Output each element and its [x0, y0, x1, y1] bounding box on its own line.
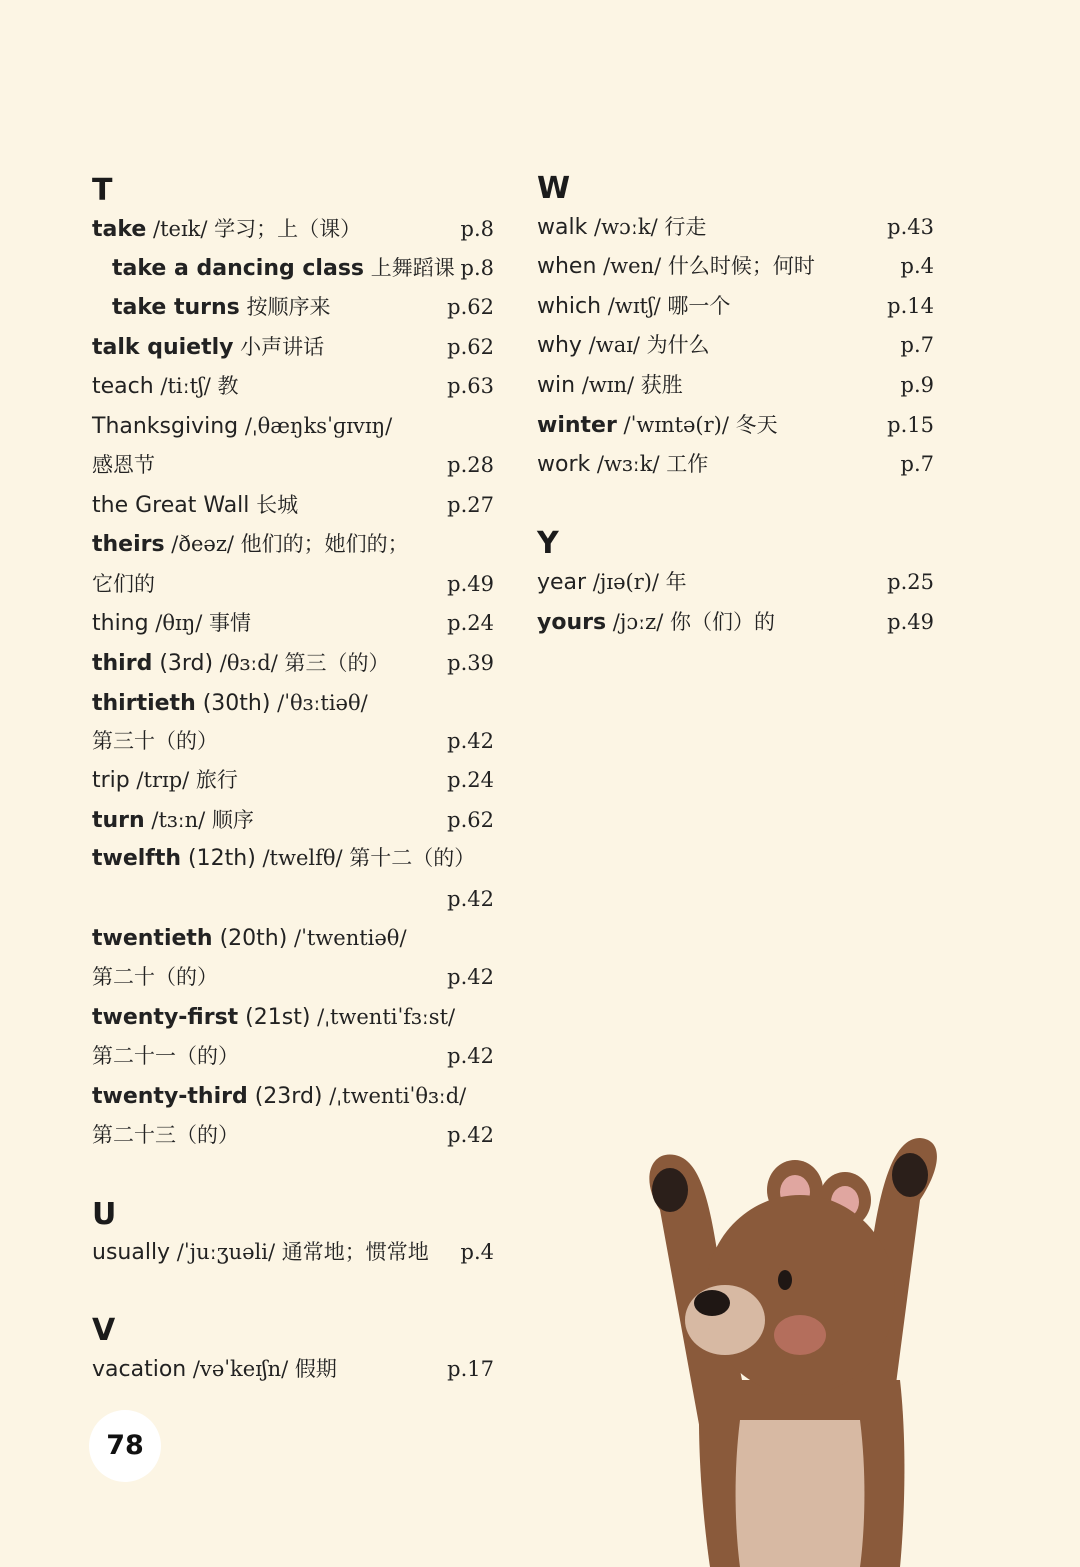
entry-definition: 按顺序来	[239, 295, 331, 319]
entry-page: p.24	[447, 611, 494, 635]
entry-word: the Great Wall	[92, 493, 250, 518]
entry-page: p.63	[447, 374, 494, 398]
entry-line	[92, 1041, 502, 1071]
entry-word: walk	[537, 215, 588, 240]
entry-line	[92, 1120, 502, 1150]
entry-definition: /wen/ 什么时候；何时	[596, 254, 815, 278]
entry-word: twenty-third	[92, 1084, 248, 1109]
entry-definition: /twelfθ/ 第十二（的）	[255, 846, 476, 870]
entry-word: twelfth	[92, 846, 182, 871]
entry-line	[92, 805, 502, 835]
entry-definition: /ðeəz/ 他们的；她们的；	[164, 532, 409, 556]
entry-line	[537, 449, 942, 479]
entry-line	[537, 410, 942, 440]
entry-word: Thanksgiving	[92, 414, 239, 439]
section-letter-t: T	[92, 173, 113, 208]
entry-line	[92, 962, 502, 992]
entry-definition: /tɜːn/ 顺序	[144, 808, 254, 832]
entry-definition: /θɪŋ/ 事情	[148, 611, 251, 635]
entry-definition: /ˈθɜːtiəθ/	[270, 691, 368, 715]
entry-page: p.7	[900, 333, 934, 357]
entry-page: p.42	[447, 729, 494, 753]
entry-page: p.15	[887, 413, 934, 437]
entry-definition: /ˌtwentiˈfɜːst/	[310, 1005, 456, 1029]
entry-word: win	[537, 373, 576, 398]
entry-definition: 感恩节	[92, 453, 155, 477]
entry-line	[92, 292, 502, 322]
entry-page: p.4	[460, 1240, 494, 1264]
section-letter-w: W	[537, 171, 571, 206]
entry-definition: /jɔːz/ 你（们）的	[606, 610, 775, 634]
entry-word: take a dancing class	[112, 256, 365, 281]
entry-page: p.42	[447, 1044, 494, 1068]
entry-page: p.25	[887, 570, 934, 594]
entry-page: p.62	[447, 808, 494, 832]
entry-page: p.62	[447, 295, 494, 319]
entry-line	[92, 411, 502, 441]
entry-page: p.42	[447, 1123, 494, 1147]
entry-ordinal: (20th)	[212, 926, 288, 951]
entry-definition: 第二十（的）	[92, 965, 218, 989]
entry-word: thing	[92, 611, 149, 636]
entry-page: p.39	[447, 651, 494, 675]
entry-definition: /trɪp/ 旅行	[129, 768, 238, 792]
entry-line	[92, 253, 502, 283]
entry-definition: /ˈtwentiəθ/	[287, 926, 407, 950]
entry-word: why	[537, 333, 582, 358]
entry-word: winter	[537, 413, 617, 438]
entry-line	[537, 370, 942, 400]
entry-definition: 小声讲话	[233, 335, 325, 359]
entry-line	[537, 291, 942, 321]
entry-word: theirs	[92, 532, 165, 557]
entry-word: talk quietly	[92, 335, 234, 360]
entry-line	[537, 330, 942, 360]
entry-page: p.7	[900, 452, 934, 476]
entry-line	[92, 843, 502, 873]
entry-word: twenty-first	[92, 1005, 239, 1030]
entry-page: p.14	[887, 294, 934, 318]
entry-line	[92, 332, 502, 362]
entry-line	[92, 490, 502, 520]
entry-line	[92, 688, 502, 718]
entry-ordinal: (30th)	[195, 691, 271, 716]
entry-page: p.42	[447, 965, 494, 989]
section-letter-y: Y	[537, 526, 559, 561]
entry-page: p.4	[900, 254, 934, 278]
entry-page: p.9	[900, 373, 934, 397]
entry-word: third	[92, 651, 153, 676]
entry-word: take turns	[112, 295, 240, 320]
entry-word: twentieth	[92, 926, 213, 951]
entry-line	[537, 212, 942, 242]
entry-line	[537, 607, 942, 637]
entry-definition: /vəˈkeɪʃn/ 假期	[186, 1357, 337, 1381]
entry-word: take	[92, 217, 147, 242]
entry-word: usually	[92, 1240, 171, 1265]
entry-word: turn	[92, 808, 145, 833]
entry-page: p.62	[447, 335, 494, 359]
bear-illustration	[600, 1120, 980, 1567]
entry-ordinal: (21st)	[238, 1005, 311, 1030]
entry-definition: 长城	[249, 493, 299, 517]
entry-definition: /wɪtʃ/ 哪一个	[601, 294, 731, 318]
entry-line	[92, 1002, 502, 1032]
entry-line	[92, 569, 502, 599]
entry-line	[92, 1354, 502, 1384]
entry-definition: /θɜːd/ 第三（的）	[213, 651, 390, 675]
entry-line	[92, 1081, 502, 1111]
entry-line	[92, 529, 502, 559]
entry-definition: /ˈwɪntə(r)/ 冬天	[616, 413, 778, 437]
entry-ordinal: (23rd)	[247, 1084, 323, 1109]
entry-definition: /ˌtwentiˈθɜːd/	[322, 1084, 467, 1108]
entry-line	[92, 765, 502, 795]
entry-page: p.49	[887, 610, 934, 634]
entry-page: p.42	[447, 887, 494, 911]
entry-definition: 第三十（的）	[92, 729, 218, 753]
entry-page: p.8	[460, 217, 494, 241]
entry-line	[92, 726, 502, 756]
entry-definition: 它们的	[92, 572, 155, 596]
entry-line	[537, 251, 942, 281]
entry-line	[92, 648, 502, 678]
entry-page: p.17	[447, 1357, 494, 1381]
entry-word: vacation	[92, 1357, 187, 1382]
entry-line	[92, 371, 502, 401]
entry-definition: /wɜːk/ 工作	[590, 452, 709, 476]
entry-page: p.43	[887, 215, 934, 239]
entry-line	[92, 1237, 502, 1267]
entry-word: work	[537, 452, 591, 477]
entry-line	[92, 450, 502, 480]
entry-definition: /tiːtʃ/ 教	[153, 374, 239, 398]
entry-line	[92, 884, 502, 914]
entry-line	[92, 214, 502, 244]
entry-definition: 第二十一（的）	[92, 1044, 239, 1068]
entry-ordinal: (3rd)	[152, 651, 214, 676]
entry-word: when	[537, 254, 597, 279]
entry-line	[537, 567, 942, 597]
entry-definition: 上舞蹈课	[364, 256, 455, 280]
entry-word: which	[537, 294, 602, 319]
entry-word: yours	[537, 610, 607, 635]
entry-page: p.28	[447, 453, 494, 477]
section-letter-v: V	[92, 1313, 116, 1348]
entry-definition: /teɪk/ 学习；上（课）	[146, 217, 362, 241]
entry-ordinal: (12th)	[181, 846, 256, 871]
entry-word: trip	[92, 768, 130, 793]
entry-word: thirtieth	[92, 691, 196, 716]
entry-definition: /ˈjuːʒuəli/ 通常地；惯常地	[170, 1240, 429, 1264]
entry-definition: /wɔːk/ 行走	[587, 215, 707, 239]
entry-page: p.27	[447, 493, 494, 517]
entry-definition: /ˌθæŋksˈɡɪvɪŋ/	[238, 414, 393, 438]
entry-definition: /jɪə(r)/ 年	[586, 570, 687, 594]
entry-definition: 第二十三（的）	[92, 1123, 239, 1147]
entry-definition: /waɪ/ 为什么	[581, 333, 710, 357]
entry-word: year	[537, 570, 587, 595]
section-letter-u: U	[92, 1197, 117, 1232]
entry-page: p.8	[460, 256, 494, 280]
entry-word: teach	[92, 374, 154, 399]
entry-definition: /wɪn/ 获胜	[575, 373, 683, 397]
entry-line	[92, 608, 502, 638]
entry-page: p.24	[447, 768, 494, 792]
page-number: 78	[89, 1410, 161, 1482]
entry-line	[92, 923, 502, 953]
entry-page: p.49	[447, 572, 494, 596]
